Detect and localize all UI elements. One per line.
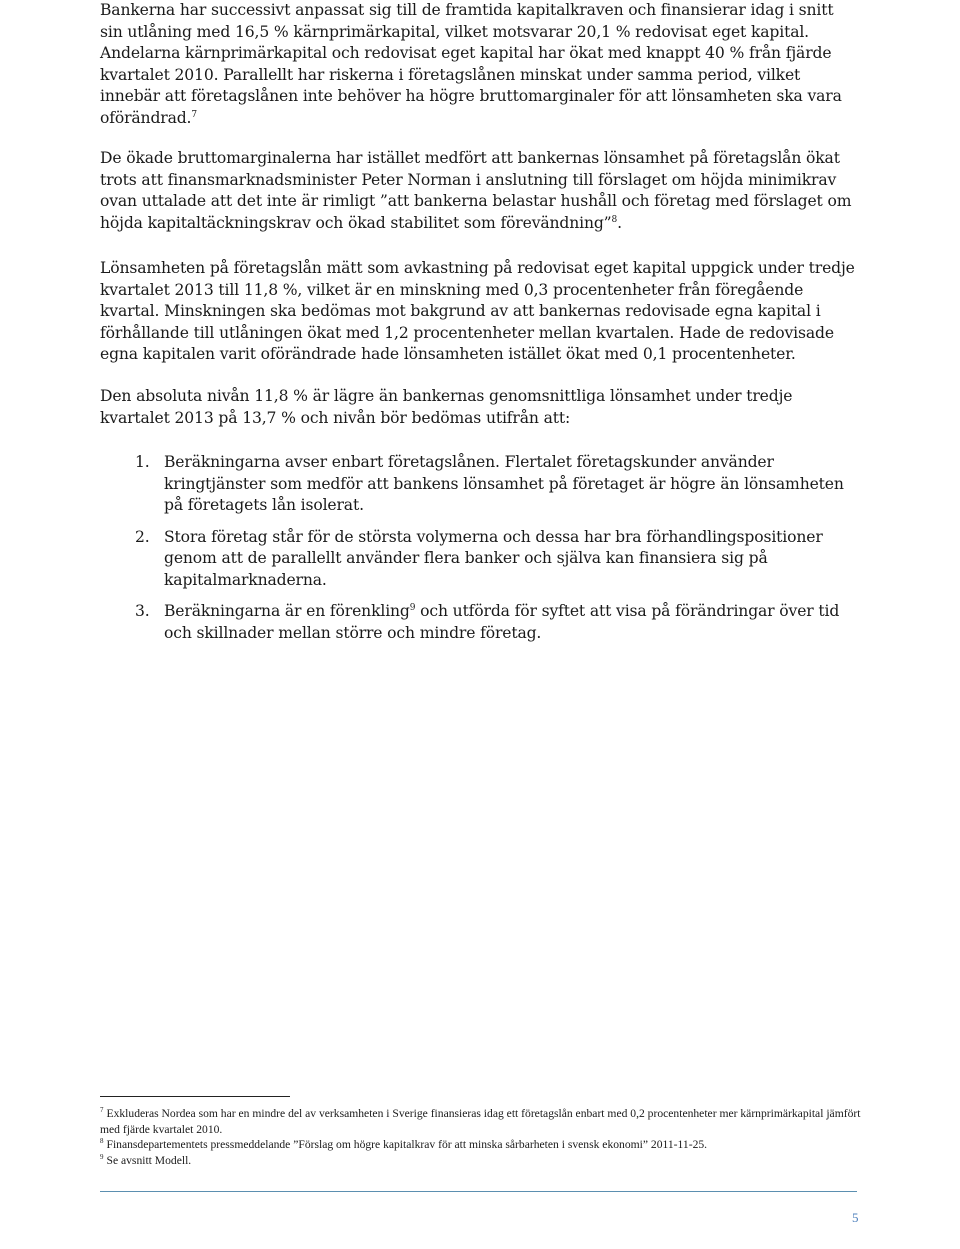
page-number: 5 — [852, 1210, 859, 1225]
footnotes — [100, 1106, 870, 1168]
paragraph-3-text: Lönsamheten på företagslån mätt som avkastning på redovisat eget kapital uppgick under tredje kvartalet 2013 till 11,8 %, vilket är en minskning med 0,3 procentenheter från föregående kvartal. Minskningen ska bedömas mot bakgrund av att bankernas redovisade egna kapital i förhållande till utlåningen ökat med 1,2 procentenheter mellan kvartalen. Hade de redovisade egna kapitalen varit oförändrade hade lönsamheten istället ökat med 0,1 procentenheter. — [100, 259, 855, 363]
footnote-number: 7 — [100, 1106, 104, 1115]
footnote-text: Finansdepartementets pressmeddelande ”Förslag om högre kapitalkrav för att minska sårbarheten i svensk ekonomi” 2011-11-25. — [106, 1138, 708, 1151]
list-item — [100, 527, 860, 592]
footnote-ref-8[interactable]: 8 — [611, 214, 618, 225]
list-item-number: 2. — [135, 527, 150, 546]
list-item-text-after: och utförda för syftet att visa på förändringar över tid och skillnader mellan större och mindre företag. — [164, 602, 840, 642]
footnote-ref-9[interactable]: 9 — [409, 602, 416, 613]
footnote-text: Se avsnitt Modell. — [106, 1153, 192, 1167]
list-item-text-before: Beräkningarna är en förenkling — [164, 602, 410, 620]
paragraph-1 — [100, 0, 860, 129]
list-item-text: Beräkningarna avser enbart företagslånen. Flertalet företagskunder använder kringtjänster som medför att bankens lönsamhet på företaget är högre än lönsamheten på företagets lån isolerat. — [164, 453, 844, 514]
list-item — [100, 601, 860, 644]
footnote-number: 8 — [100, 1137, 104, 1146]
list-item-number: 3. — [135, 602, 150, 620]
footer-divider — [100, 1191, 857, 1192]
paragraph-2 — [100, 148, 860, 234]
footnote-8 — [100, 1137, 870, 1153]
footnote-9 — [100, 1153, 870, 1169]
paragraph-4-text: Den absoluta nivån 11,8 % är lägre än bankernas genomsnittliga lönsamhet under tredje kvartalet 2013 på 13,7 % och nivån bör bedömas utifrån att: — [100, 387, 793, 427]
paragraph-1-text: Bankerna har successivt anpassat sig till de framtida kapitalkraven och finansierar idag i snitt sin utlåning med 16,5 % kärnprimärkapital, vilket motsvarar 20,1 % redovisat eget kapital. Andelarna kärnprimärkapital och redovisat eget kapital har ökat med knappt 40 % från fjärde kvartalet 2010. Parallellt har riskerna i företagslånen minskat under samma period, vilket innebär att företagslånen inte behöver ha högre bruttomarginaler för att lönsamheten ska vara oförändrad. — [100, 1, 842, 127]
list-item-text: Stora företag står för de största volymerna och dessa har bra förhandlingspositioner genom att de parallellt använder flera banker och själva kan finansiera sig på kapitalmarknaderna. — [164, 527, 823, 589]
list-item-number: 1. — [135, 453, 150, 471]
list-item — [100, 452, 860, 517]
paragraph-2-text: De ökade bruttomarginalerna har istället medfört att bankernas lönsamhet på företagslån ökat trots att finansmarknadsminister Peter Norman i anslutning till förslaget om höjda minimikrav ovan uttalade att det inte är rimligt ”att bankerna belastar hushåll och företag med förslaget om höjda kapitaltäckningskrav och ökad stabilitet som förevändning” — [100, 149, 852, 232]
footnote-ref-7[interactable]: 7 — [191, 109, 197, 120]
paragraph-3 — [100, 258, 860, 366]
footnote-text: Exkluderas Nordea som har en mindre del av verksamheten i Sverige finansieras idag ett företagslån enbart med 0,2 procentenheter mer kärnprimärkapital jämfört med fjärde kvartalet 2010. — [100, 1107, 861, 1136]
footnote-number: 9 — [100, 1152, 104, 1161]
footnote-7 — [100, 1106, 870, 1137]
paragraph-4 — [100, 386, 860, 429]
footnote-divider — [100, 1096, 290, 1097]
numbered-list — [100, 452, 860, 654]
paragraph-2-end: . — [617, 213, 622, 232]
